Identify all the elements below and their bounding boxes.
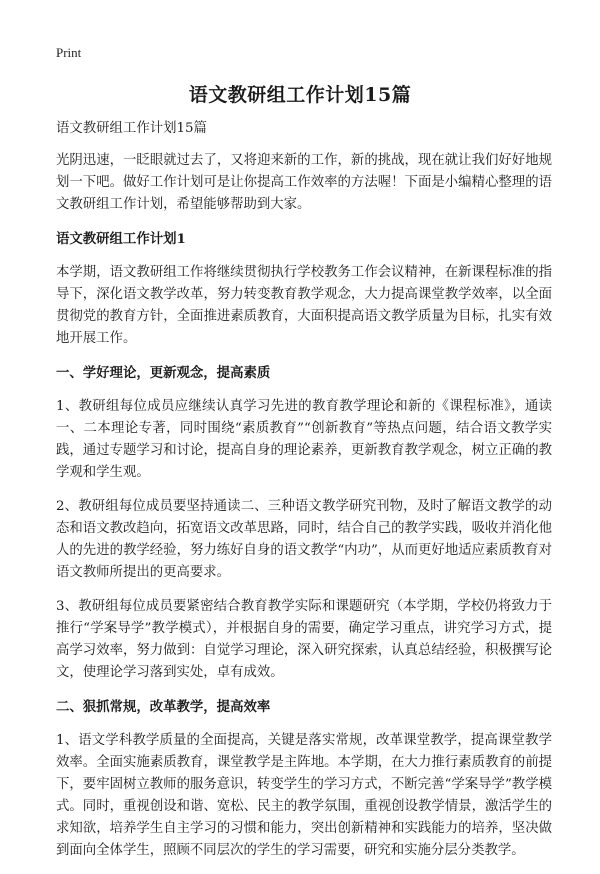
plan1-heading: 语文教研组工作计划1 bbox=[56, 231, 186, 247]
print-link[interactable]: Print bbox=[56, 45, 82, 60]
section2-heading: 二、狠抓常规，改革教学，提高效率 bbox=[56, 699, 271, 715]
section1-heading: 一、学好理论，更新观念，提高素质 bbox=[56, 365, 271, 381]
section1-item-1: 1、教研组每位成员应继续认真学习先进的教育教学理论和新的《课程标准》，通读一、二本理论专著，同时围绕“素质教育”“创新教育”等热点问题，结合语文教学实践，通过专题学习和讨论，提高自身的理论素养，更新教育教学观念，树立正确的教学观和学生观。 bbox=[56, 399, 552, 480]
section1-item-2: 2、教研组每位成员要坚持通读二、三种语文教学研究刊物，及时了解语文教学的动态和语文教改趋向，拓宽语文改革思路，同时，结合自己的教学实践，吸收并消化他人的先进的教学经验，努力练好自身的语文教学“内功”，从而更好地适应素质教育对语文教师所提出的更高要求。 bbox=[56, 499, 552, 580]
section2-item-1: 1、语文学科教学质量的全面提高，关键是落实常规，改革课堂教学，提高课堂教学效率。全面实施素质教育，课堂教学是主阵地。本学期，在大力推行素质教育的前提下，要牢固树立教师的服务意识，转变学生的学习方式，不断完善“学案导学”教学模式。同时，重视创设和谐、宽松、民主的教学氛围，重视创设教学情景，激活学生的求知欲，培养学生自主学习的习惯和能力，突出创新精神和实践能力的培养，坚决做到面向全体学生，照顾不同层次的学生的学习需要，研究和实施分层分类教学。 bbox=[56, 733, 552, 858]
document-title: 语文教研组工作计划15篇 bbox=[188, 84, 412, 106]
document-body bbox=[56, 118, 552, 874]
plan1-intro-paragraph: 本学期，语文教研组工作将继续贯彻执行学校教务工作会议精神，在新课程标准的指导下，深化语文教学改革，努力转变教育教学观念，大力提高课堂教学效率，以全面贯彻党的教育方针，全面推进素质教育，大面积提高语文教学质量为目标，扎实有效地开展工作。 bbox=[56, 265, 552, 346]
document-subtitle: 语文教研组工作计划15篇 bbox=[56, 121, 207, 136]
section1-item-3: 3、教研组每位成员要紧密结合教育教学实际和课题研究（本学期，学校仍将致力于推行“学案导学”教学模式），并根据自身的需要，确定学习重点，讲究学习方式，提高学习效率，努力做到：自觉学习理论，深入研究探索，认真总结经验，积极撰写论文，使理论学习落到实处，卓有成效。 bbox=[56, 599, 552, 680]
intro-paragraph: 光阴迅速，一眨眼就过去了，又将迎来新的工作，新的挑战，现在就让我们好好地规划一下吧。做好工作计划可是让你提高工作效率的方法喔！下面是小编精心整理的语文教研组工作计划，希望能够帮助到大家。 bbox=[56, 153, 552, 212]
